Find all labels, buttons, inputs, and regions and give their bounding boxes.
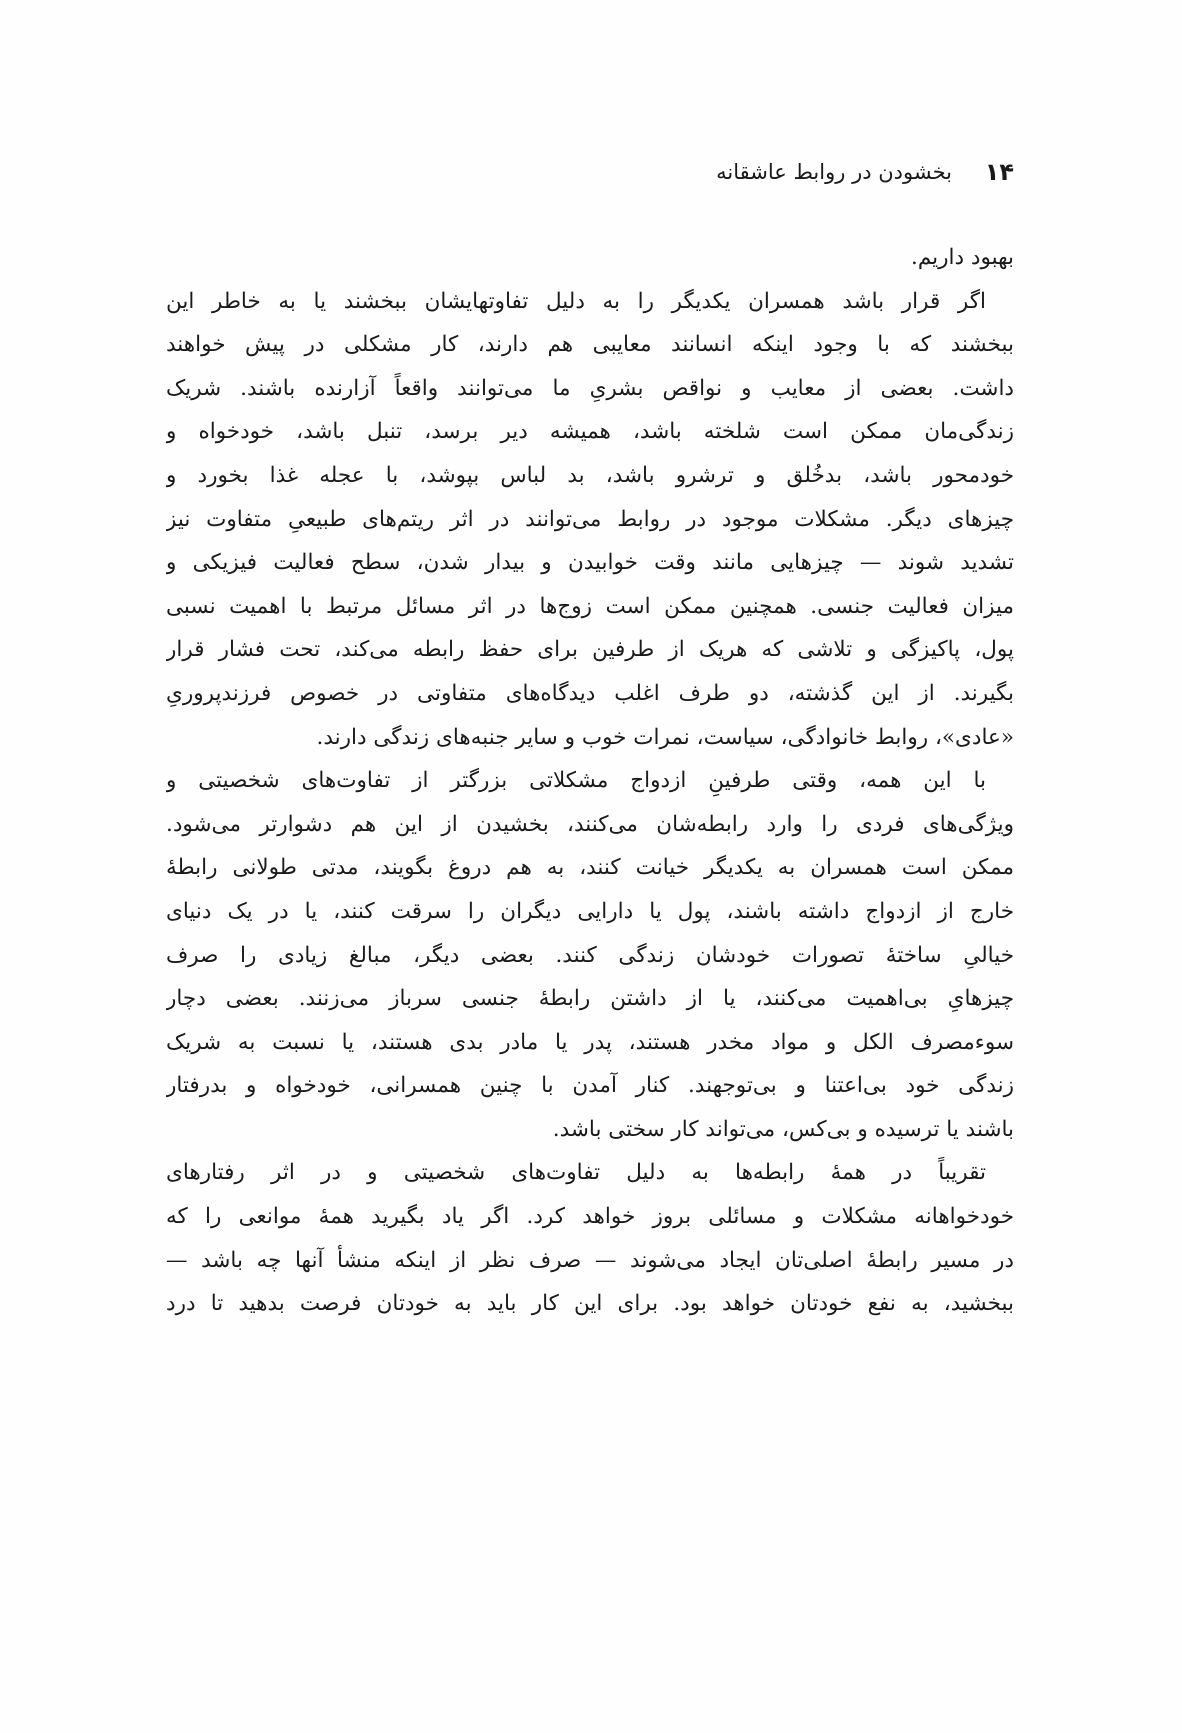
text-line: اگر قرار باشد همسران یکدیگر را به دلیل تفاوتهایشان ببخشند یا به خاطر این — [166, 288, 986, 314]
text-line: خودمحور باشد، بدخُلق و ترشرو باشد، بد لباس بپوشد، با عجله غذا بخورد و — [166, 462, 1014, 488]
text-line: زندگی خود بی‌اعتنا و بی‌توجهند. کنار آمدن با چنین همسرانی، خودخواه و بدرفتار — [166, 1073, 1014, 1099]
text-line: خارج از ازدواج داشته باشند، پول یا دارایی دیگران را سرقت کنند، یا در یک دنیای — [166, 898, 1014, 924]
text-line: خیالیِ ساختهٔ تصورات خودشان زندگی کنند. بعضی دیگر، مبالغ زیادی را صرف — [166, 942, 1014, 968]
page-number: ۱۴ — [984, 158, 1014, 186]
text-line: ویژگی‌های فردی را وارد رابطه‌شان می‌کنند، بخشیدن از این هم دشوارتر می‌شود. — [166, 811, 1014, 837]
text-line: چیزهایِ بی‌اهمیت می‌کنند، یا از داشتن رابطهٔ جنسی سرباز می‌زنند. بعضی دچار — [166, 986, 1014, 1012]
text-line: سوءمصرف الکل و مواد مخدر هستند، پدر یا مادر بدی هستند، یا نسبت به شریک — [166, 1029, 1014, 1055]
text-line: «عادی»، روابط خانوادگی، سیاست، نمرات خوب و سایر جنبه‌های زندگی دارند. — [316, 724, 1014, 750]
text-line: ببخشید، به نفع خودتان خواهد بود. برای این کار باید به خودتان فرصت بدهید تا درد — [166, 1291, 1014, 1317]
text-line: ببخشند که با وجود اینکه انسانند معایبی هم دارند، کار مشکلی در پیش خواهند — [166, 332, 1014, 358]
body-text — [166, 236, 1014, 1326]
text-line: تقریباً در همهٔ رابطه‌ها به دلیل تفاوت‌های شخصیتی و در اثر رفتارهای — [166, 1160, 986, 1186]
book-title: بخشودن در روابط عاشقانه — [716, 160, 952, 184]
text-line: ممکن است همسران به یکدیگر خیانت کنند، به هم دروغ بگویند، مدتی طولانی رابطهٔ — [166, 855, 1014, 881]
text-line: میزان فعالیت جنسی. همچنین ممکن است زوج‌ها در اثر مسائل مرتبط با اهمیت نسبی — [166, 593, 1014, 619]
text-line: باشند یا ترسیده و بی‌کس، می‌تواند کار سختی باشد. — [552, 1116, 1014, 1142]
text-line: پول، پاکیزگی و تلاشی که هریک از طرفین برای حفظ رابطه می‌کند، تحت فشار قرار — [166, 637, 1014, 663]
text-line: در مسیر رابطهٔ اصلی‌تان ایجاد می‌شوند — صرف نظر از اینکه منشأ آنها چه باشد — — [166, 1247, 1014, 1273]
text-line: بهبود داریم. — [911, 245, 1014, 270]
text-line: چیزهای دیگر. مشکلات موجود در روابط می‌توانند در اثر ریتم‌های طبیعیِ متفاوت نیز — [166, 506, 1014, 532]
running-header — [168, 154, 1014, 190]
text-line: با این همه، وقتی طرفینِ ازدواج مشکلاتی بزرگتر از تفاوت‌های شخصیتی و — [166, 768, 986, 794]
text-line: زندگی‌مان ممکن است شلخته باشد، همیشه دیر برسد، تنبل باشد، خودخواه و — [166, 419, 1014, 445]
text-line: بگیرند. از این گذشته، دو طرف اغلب دیدگاه‌های متفاوتی در خصوص فرزندپروریِ — [166, 680, 1014, 706]
text-line: خودخواهانه مشکلات و مسائلی بروز خواهد کرد. اگر یاد بگیرید همهٔ موانعی را که — [166, 1204, 1014, 1230]
text-line: تشدید شوند — چیزهایی مانند وقت خوابیدن و بیدار شدن، سطح فعالیت فیزیکی و — [166, 550, 1014, 576]
text-line: داشت. بعضی از معایب و نواقص بشریِ ما می‌توانند واقعاً آزارنده باشند. شریک — [166, 375, 1014, 401]
